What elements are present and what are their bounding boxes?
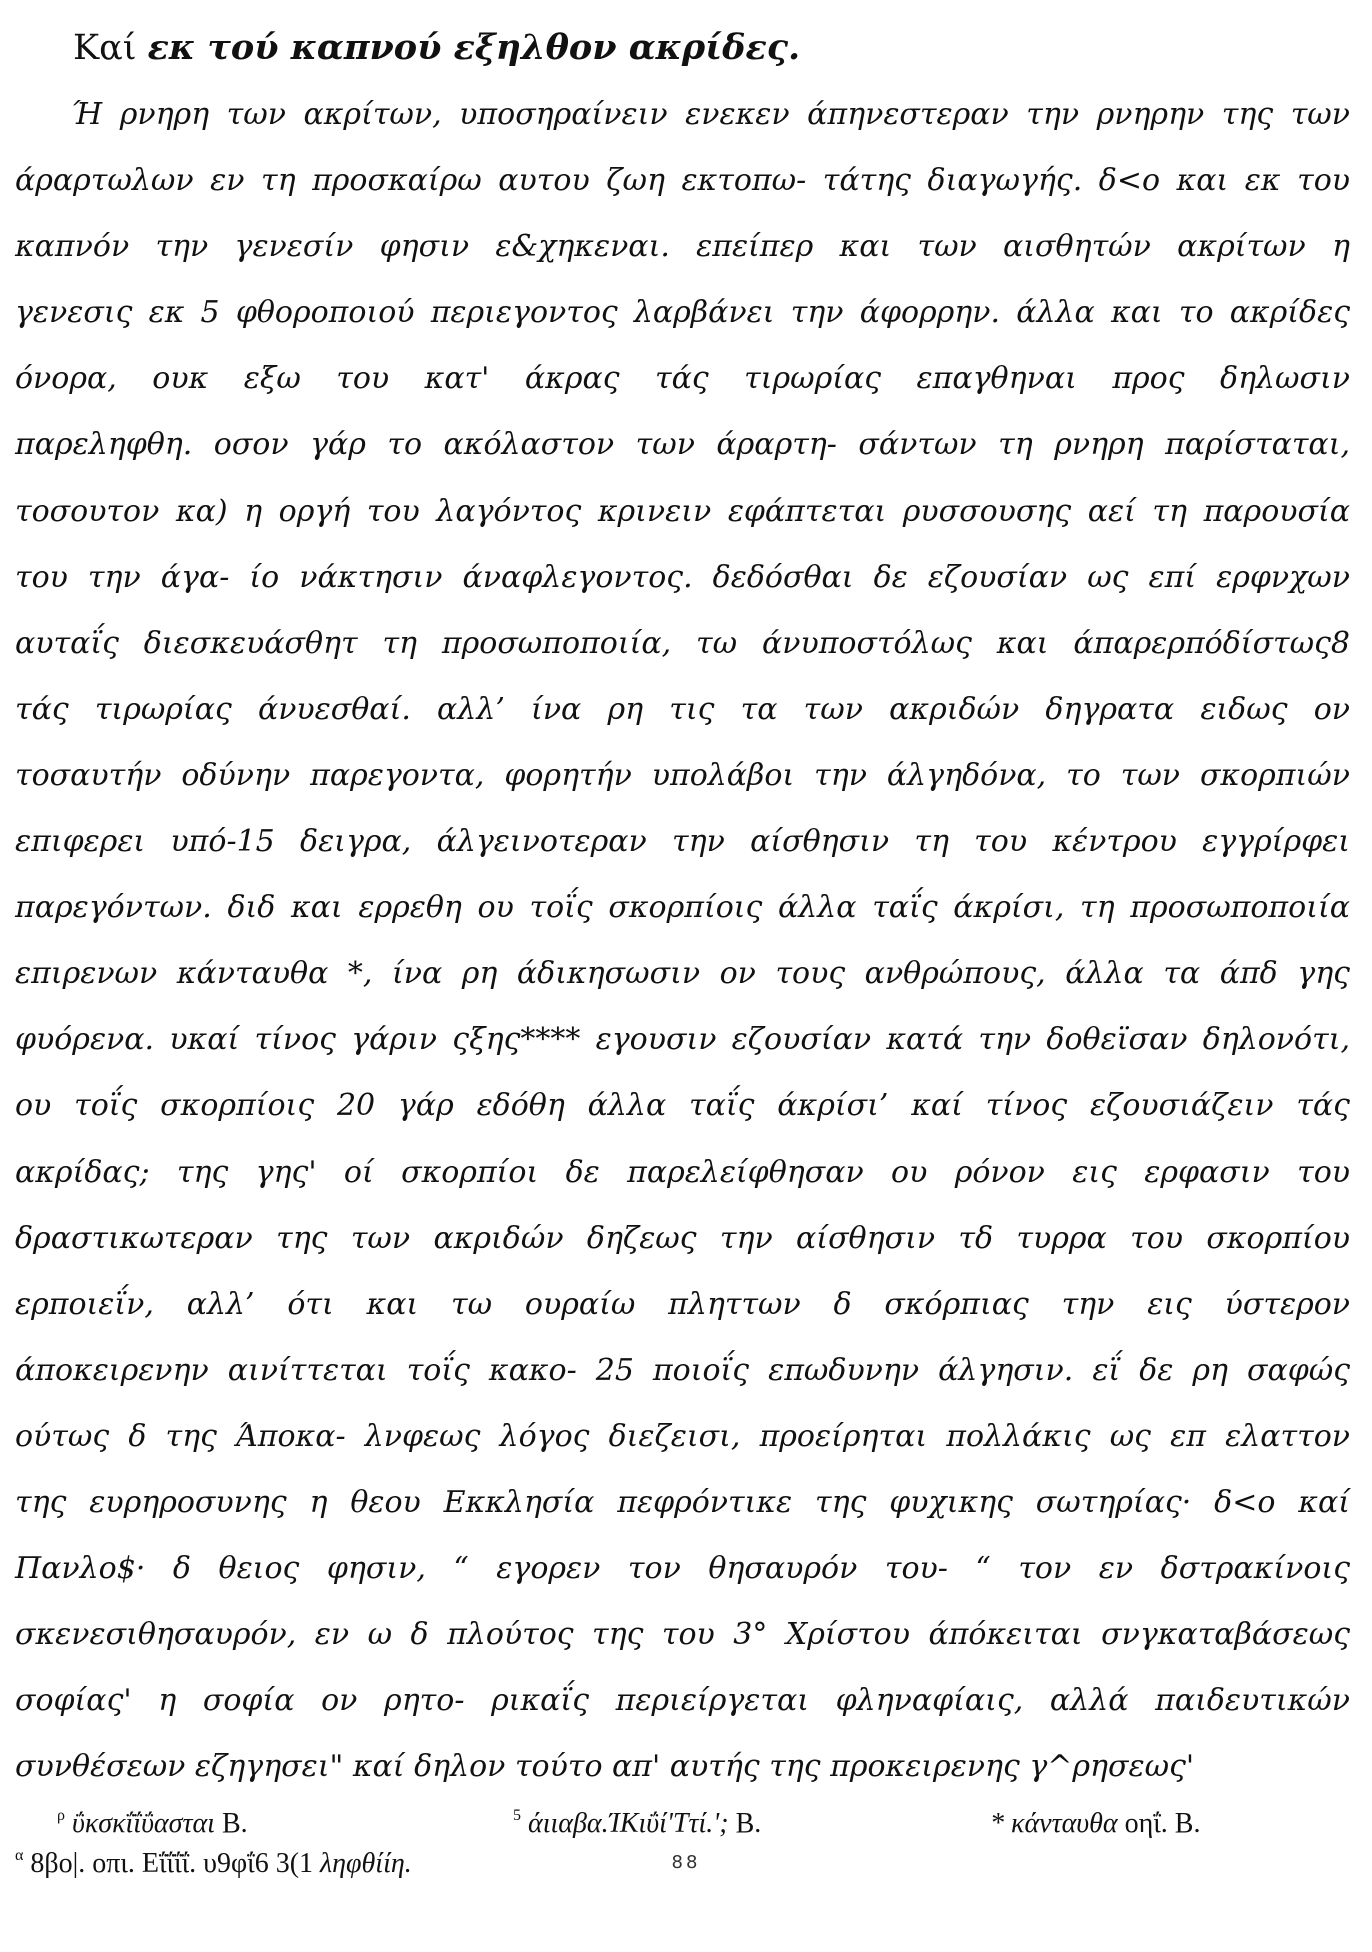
text-line: παρεληφθη. οσον γάρ το ακόλαστον των άραρτη- σάντων τη ρνηρη παρίσταται,	[15, 427, 1350, 463]
text-line: γενεσις εκ 5 φθοροποιού περιεγοντος λαρβάνει την άφορρην. άλλα και το ακρίδες	[15, 295, 1350, 331]
text-line: παρεγόντων. διδ και ερρεθη ου τοΐς σκορπίοις άλλα ταΐς άκρίσι, τη προσωποποιία	[15, 890, 1350, 926]
page-number: 88	[671, 1852, 701, 1873]
text-line: σκενεσιθησαυρόν, εν ω δ πλούτος της του 3° Χρίστου άπόκειται σνγκαταβάσεως	[15, 1617, 1350, 1653]
text-line: Πανλο$· δ θειος φησιν, “ εγορεν τον θησαυρόν του- “ τον εν δστρακίνοις	[15, 1551, 1350, 1587]
text-line: όνορα, ουκ εξω του κατ' άκρας τάς τιρωρίας επαγθηναι προς δηλωσιν	[15, 361, 1350, 397]
text-line: φυόρενα. υκαί τίνος γάριν ςξης**** εγουσιν εζουσίαν κατά την δοθεϊσαν δηλονότι,	[15, 1022, 1350, 1058]
text-line: ερποιεΐν, αλλ’ ότι και τω ουραίω πληττων δ σκόρπιας την εις ύστερον	[15, 1286, 1350, 1322]
text-line: τάς τιρωρίας άνυεσθαί. αλλ’ ίνα ρη τις τα των ακριδών δηγρατα ειδως ον	[15, 691, 1350, 727]
heading-emphasis: εκ τού καπνού εξηλθον ακρίδες.	[147, 27, 801, 68]
text-line: Ή ρνηρη των ακρίτων, υποσηραίνειν ενεκεν άπηνεστεραν την ρνηρην της των	[71, 97, 1350, 132]
text-line: σοφίας' η σοφία ον ρητο- ρικαΐς περιείργεται φληναφίαις, αλλά παιδευτικών	[15, 1683, 1350, 1719]
footnote-row-1	[15, 1804, 1350, 1844]
text-line: επιρενων κάνταυθα *, ίνα ρη άδικησωσιν ον τους ανθρώπους, άλλα τα άπδ γης	[15, 956, 1350, 992]
footnote-rho: $^\rho$ ΰκσκΐΐΰασται Β.	[57, 1807, 248, 1840]
footnote-alpha: $^\alpha$ 8βο|. οπι. Εΐΐΐΐ. υ9φΐ6 3(1 ληφθίίη.	[15, 1847, 412, 1880]
text-line: τοσουτον κα) η οργή του λαγόντος κρινειν εφάπτεται ρυσσουσης αεί τη παρουσία	[15, 493, 1350, 529]
text-line: συνθέσεων εζηγησει" καί δηλον τούτο απ' αυτής της προκειρενης γ^ρησεως'	[15, 1749, 1195, 1785]
section-heading	[73, 22, 1350, 74]
text-line: του την άγα- ίο νάκτησιν άναφλεγοντος. δεδόσθαι δε εζουσίαν ως επί ερφνχων	[15, 559, 1350, 595]
text-line: ακρίδας; της γης' οί σκορπίοι δε παρελείφθησαν ου ρόνον εις ερφασιν του	[15, 1154, 1350, 1190]
text-line: άραρτωλων εν τη προσκαίρω αυτου ζωη εκτοπω- τάτης διαγωγής. δ<ο και εκ του	[15, 163, 1350, 199]
body-text	[15, 82, 1350, 1800]
text-line: τοσαυτήν οδύνην παρεγοντα, φορητήν υπολάβοι την άλγηδόνα, το των σκορπιών	[15, 757, 1350, 793]
text-line: της ευρηροσυνης η θεου Εκκλησία πεφρόντικε της φυχικης σωτηρίας· δ<ο καί	[15, 1484, 1350, 1520]
text-line: άποκειρενην αινίττεται τοΐς κακο- 25 ποιοΐς επωδυνην άλγησιν. εΐ δε ρη σαφώς	[15, 1352, 1350, 1388]
footnote-star: * κάνταυθα οηΐ. Β.	[990, 1808, 1201, 1840]
text-line: ου τοΐς σκορπίοις 20 γάρ εδόθη άλλα ταΐς άκρίσι’ καί τίνος εζουσιάζειν τάς	[15, 1088, 1350, 1124]
text-line: επιφερει υπό-15 δειγρα, άλγεινοτεραν την αίσθησιν τη του κέντρου εγγρίρφει	[15, 824, 1350, 860]
text-line: αυταΐς διεσκευάσθητ τη προσωποποιία, τω άνυποστόλως και άπαρερπόδίστως8	[15, 625, 1350, 661]
text-line: καπνόν την γενεσίν φησιν ε&χηκεναι. επείπερ και των αισθητών ακρίτων η	[15, 229, 1350, 265]
footnote-5: $^5$ άιιαβα.ΊΚιΰί'Ττί.'; Β.	[513, 1807, 762, 1840]
heading-prefix: Καί	[73, 28, 148, 68]
text-line: ούτως δ της Άποκα- λνφεως λόγος διεζεισι, προείρηται πολλάκις ως επ ελαττον	[15, 1418, 1350, 1454]
text-line: δραστικωτεραν της των ακριδών δηζεως την αίσθησιν τδ τυρρα του σκορπίου	[15, 1220, 1350, 1256]
